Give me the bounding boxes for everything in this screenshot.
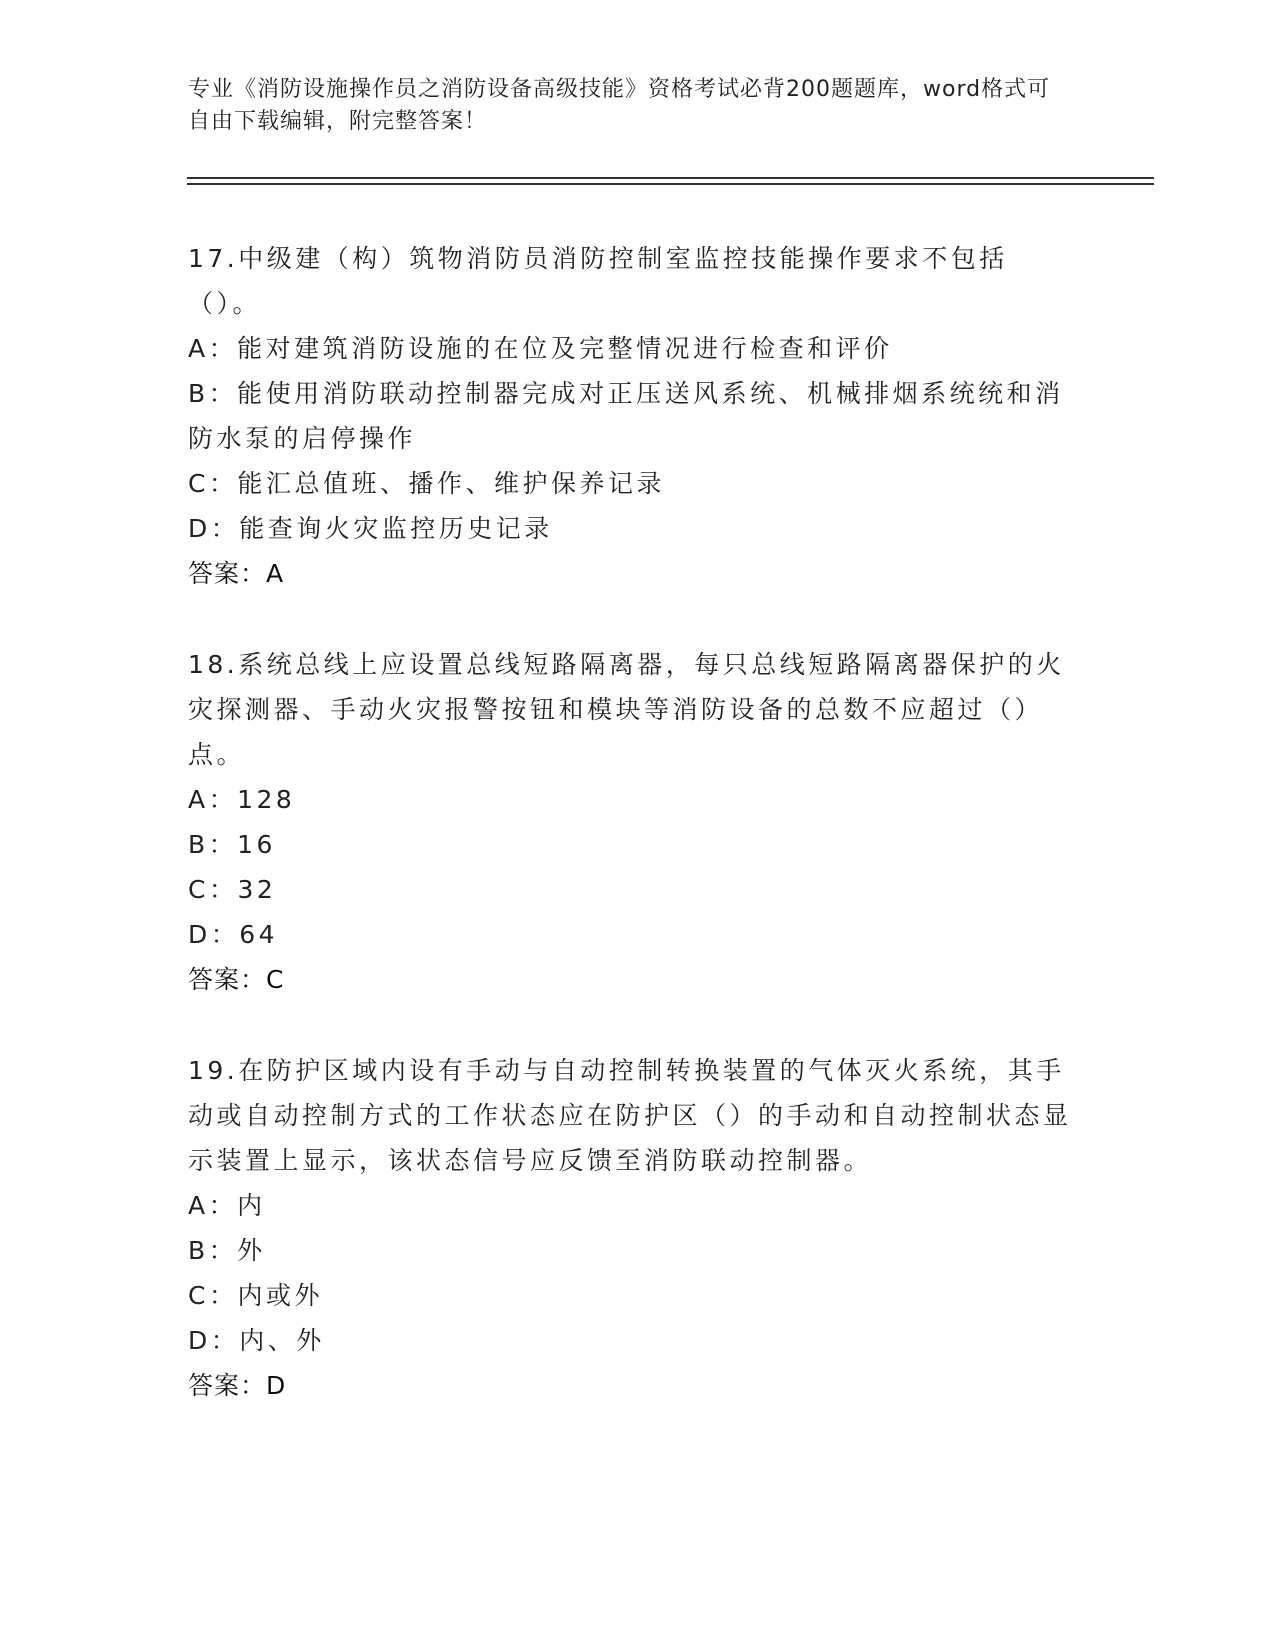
question-17 bbox=[188, 236, 1078, 596]
option-c: C：能汇总值班、播作、维护保养记录 bbox=[188, 469, 665, 498]
option-d: D：内、外 bbox=[188, 1326, 325, 1355]
question-18 bbox=[188, 642, 1078, 1002]
option-a: A：128 bbox=[188, 785, 296, 814]
option-b: B：16 bbox=[188, 830, 276, 859]
answer-line: 答案：D bbox=[188, 1371, 287, 1400]
question-list bbox=[188, 236, 1078, 1454]
option-d: D：64 bbox=[188, 920, 279, 949]
header-divider-top bbox=[187, 177, 1154, 179]
document-description: 专业《消防设施操作员之消防设备高级技能》资格考试必背200题题库，word格式可自由下载编辑，附完整答案！ bbox=[188, 77, 1051, 134]
question-stem: 19.在防护区域内设有手动与自动控制转换装置的气体灭火系统，其手动或自动控制方式的工作状态应在防护区（）的手动和自动控制状态显示装置上显示，该状态信号应反馈至消防联动控制器。 bbox=[188, 1056, 1072, 1175]
header-divider-bottom bbox=[187, 183, 1154, 185]
option-a: A：内 bbox=[188, 1191, 266, 1220]
answer-line: 答案：C bbox=[188, 965, 285, 994]
option-a: A：能对建筑消防设施的在位及完整情况进行检查和评价 bbox=[188, 334, 893, 363]
question-stem: 17.中级建（构）筑物消防员消防控制室监控技能操作要求不包括（）。 bbox=[188, 244, 1008, 318]
option-c: C：32 bbox=[188, 875, 277, 904]
question-19 bbox=[188, 1048, 1078, 1408]
answer-line: 答案：A bbox=[188, 559, 285, 588]
option-d: D：能查询火灾监控历史记录 bbox=[188, 514, 553, 543]
option-b: B：能使用消防联动控制器完成对正压送风系统、机械排烟系统统和消防水泵的启停操作 bbox=[188, 379, 1064, 453]
option-b: B：外 bbox=[188, 1236, 266, 1265]
option-c: C：内或外 bbox=[188, 1281, 323, 1310]
question-stem: 18.系统总线上应设置总线短路隔离器，每只总线短路隔离器保护的火灾探测器、手动火灾报警按钮和模块等消防设备的总数不应超过（）点。 bbox=[188, 650, 1065, 769]
